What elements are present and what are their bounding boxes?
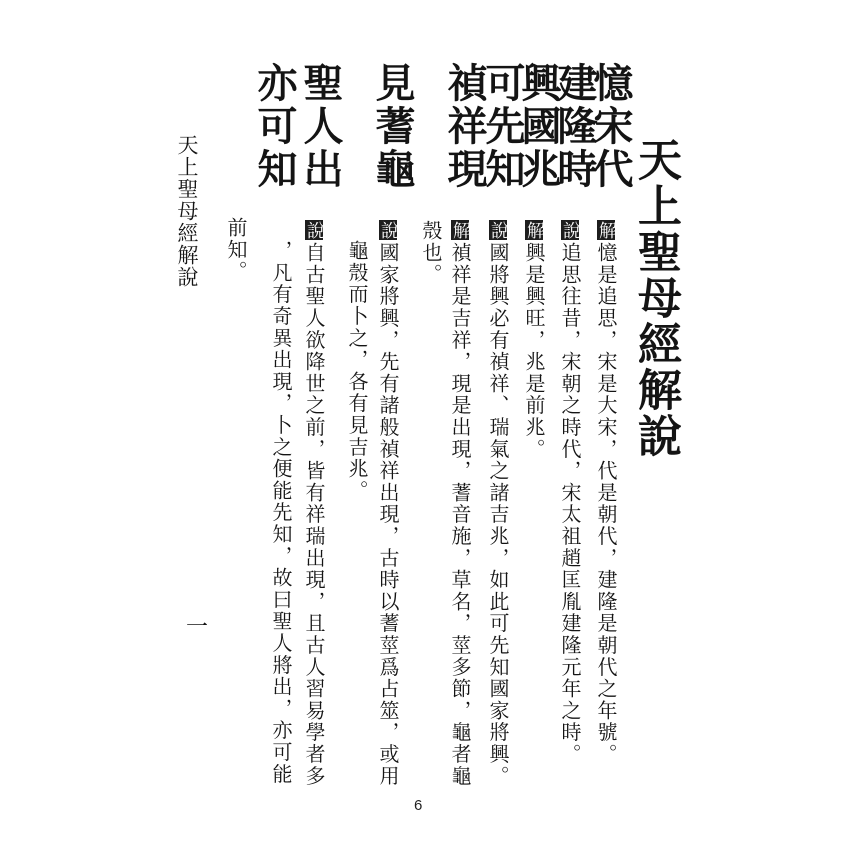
gloss-text-3: 興是興旺，兆是前兆。	[522, 242, 546, 460]
gloss-tag-7: 說	[304, 221, 325, 239]
gloss-7-continued-2: 前知。	[224, 217, 248, 283]
gloss-tag-1: 解	[596, 221, 617, 239]
folio-number: 一	[186, 615, 209, 640]
verse-5: 禎祥現	[441, 62, 488, 191]
gloss-text-1: 憶是追思，宋是大宋，代是朝代，建隆是朝代之年號。	[594, 242, 618, 766]
gloss-tag-5: 解	[450, 221, 471, 239]
verse-4: 可先知	[479, 62, 526, 191]
verse-3: 興國兆	[515, 62, 562, 191]
gloss-1	[596, 220, 616, 765]
gloss-2	[560, 220, 580, 765]
gloss-text-6: 國家將興，先有諸般禎祥出現，古時以蓍莖爲占筮，或用	[376, 242, 400, 787]
page-number: 6	[414, 797, 423, 814]
gloss-text-5: 禎祥是吉祥，現是出現，蓍音施，草名，莖多節，龜者龜	[448, 242, 472, 787]
document-page	[108, 22, 748, 850]
gloss-6-continued: 龜殼而卜之，各有見吉兆。	[345, 240, 369, 502]
verse-2: 建隆時	[551, 62, 598, 191]
verse-1: 憶宋代	[587, 62, 634, 191]
gloss-tag-2: 說	[560, 221, 581, 239]
running-header: 天上聖母經解說	[175, 134, 199, 288]
gloss-7-continued: ，凡有奇異出現，卜之便能先知，故曰聖人將出，亦可能	[269, 240, 293, 785]
gloss-text-4: 國將興必有禎祥、瑞氣之諸吉兆，如此可先知國家將興。	[486, 242, 510, 787]
verse-7: 聖人出	[297, 62, 344, 191]
gloss-tag-6: 說	[378, 221, 399, 239]
verse-6: 見蓍龜	[369, 62, 416, 191]
gloss-text-2: 追思往昔，宋朝之時代，宋太祖趙匡胤建隆元年之時。	[558, 242, 582, 766]
gloss-text-7: 自古聖人欲降世之前，皆有祥瑞出現，且古人習易學者多	[302, 242, 326, 787]
gloss-5-continued: 殼也。	[419, 220, 443, 286]
verse-8: 亦可知	[251, 62, 298, 191]
page-title: 天上聖母經解說	[630, 137, 681, 459]
gloss-5	[450, 220, 470, 787]
gloss-3	[524, 220, 544, 460]
gloss-tag-4: 說	[488, 221, 509, 239]
gloss-4	[488, 220, 508, 787]
gloss-7	[304, 220, 324, 787]
gloss-tag-3: 解	[524, 221, 545, 239]
gloss-6	[378, 220, 398, 787]
